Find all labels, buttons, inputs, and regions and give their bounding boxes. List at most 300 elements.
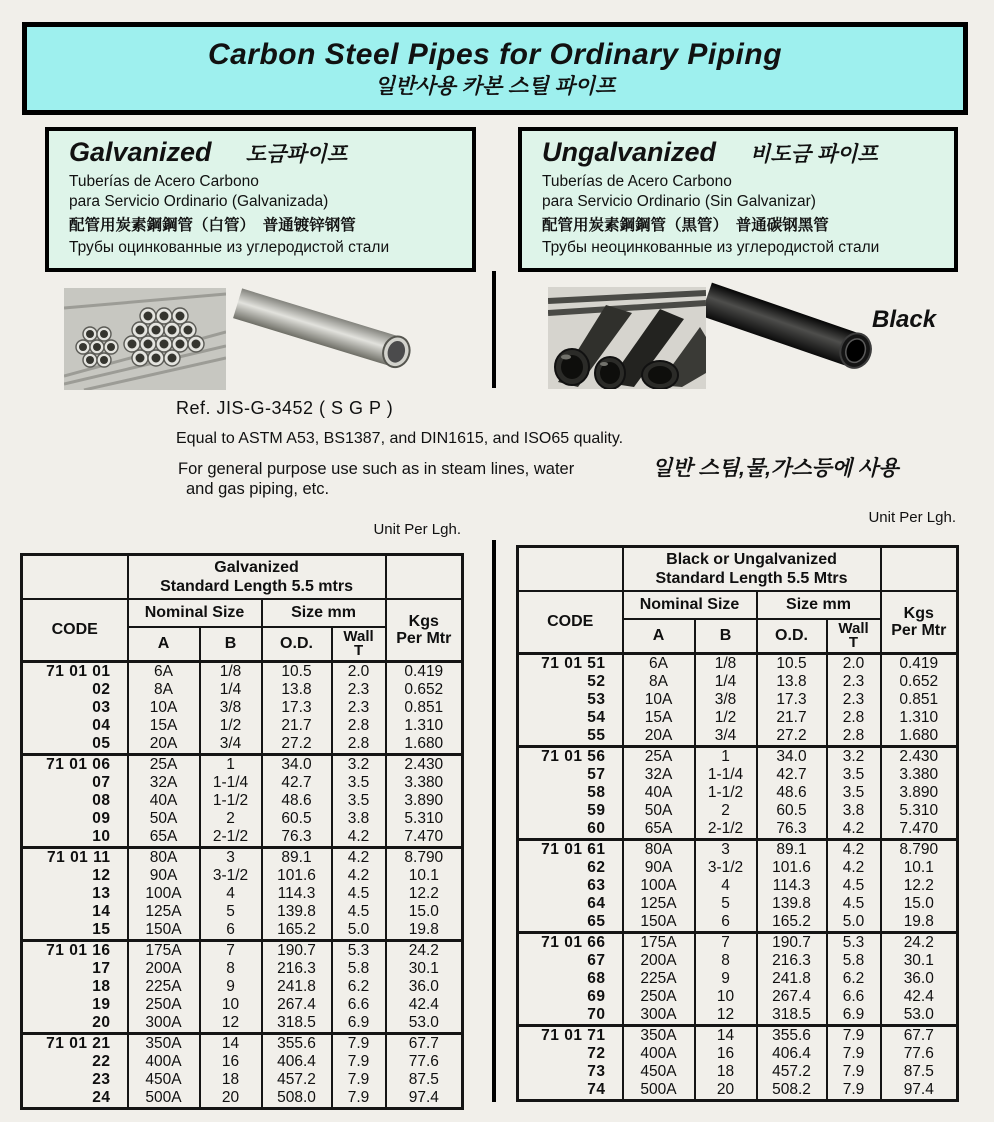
table-row	[22, 1034, 463, 1054]
size-a-cell: 400A	[128, 1053, 200, 1071]
code-cell: 60	[518, 820, 623, 840]
table-row	[22, 903, 463, 921]
wall-line2: T	[353, 642, 364, 659]
table-row	[22, 978, 463, 996]
kgs-per-mtr-cell: 1.310	[881, 709, 958, 727]
size-b-cell: 1	[695, 747, 757, 767]
galvanized-desc-russian: Трубы оцинкованные из углеродистой стали	[69, 239, 390, 256]
code-cell: 07	[22, 774, 128, 792]
size-b-cell: 7	[695, 933, 757, 953]
size-a-cell: 6A	[623, 654, 695, 674]
kgs-per-mtr-header	[881, 591, 958, 654]
od-cell: 241.8	[262, 978, 332, 996]
od-cell: 216.3	[262, 960, 332, 978]
size-b-cell: 9	[695, 970, 757, 988]
kgs-per-mtr-cell: 2.430	[386, 755, 463, 775]
wall-t-cell: 4.5	[332, 885, 386, 903]
size-b-cell: 14	[695, 1026, 757, 1046]
wall-t-cell: 3.2	[332, 755, 386, 775]
size-b-cell: 5	[695, 895, 757, 913]
galvanized-title: Galvanized	[69, 137, 212, 167]
size-b-cell: 1	[200, 755, 262, 775]
size-b-cell: 1-1/4	[695, 766, 757, 784]
pipe-size-group	[22, 941, 463, 1034]
size-b-cell: 1/2	[200, 717, 262, 735]
kgs-per-mtr-cell: 42.4	[881, 988, 958, 1006]
code-cell: 04	[22, 717, 128, 735]
size-a-header: A	[623, 619, 695, 654]
table-header	[518, 547, 958, 654]
kgs-per-mtr-cell: 97.4	[881, 1081, 958, 1101]
table-row	[518, 895, 958, 913]
od-cell: 48.6	[262, 792, 332, 810]
kgs-per-mtr-cell: 30.1	[386, 960, 463, 978]
size-mm-header: Size mm	[757, 591, 881, 619]
wall-t-cell: 4.2	[332, 867, 386, 885]
od-cell: 13.8	[262, 681, 332, 699]
size-a-cell: 125A	[128, 903, 200, 921]
code-cell: 54	[518, 709, 623, 727]
galvanized-title-row	[69, 137, 464, 168]
od-cell: 13.8	[757, 673, 827, 691]
od-cell: 34.0	[262, 755, 332, 775]
code-cell: 72	[518, 1045, 623, 1063]
size-a-cell: 225A	[623, 970, 695, 988]
ungalvanized-spec-table	[516, 545, 959, 1102]
wall-t-cell: 4.2	[827, 820, 881, 840]
code-cell: 69	[518, 988, 623, 1006]
wall-t-cell: 2.3	[827, 673, 881, 691]
table-row	[518, 1081, 958, 1101]
od-cell: 355.6	[757, 1026, 827, 1046]
wall-t-cell: 3.8	[827, 802, 881, 820]
wall-t-cell: 3.5	[827, 784, 881, 802]
kgs-per-mtr-cell: 0.419	[386, 662, 463, 682]
kgs-per-mtr-cell: 53.0	[386, 1014, 463, 1034]
kgs-per-mtr-cell: 0.851	[386, 699, 463, 717]
size-b-cell: 16	[695, 1045, 757, 1063]
code-cell: 62	[518, 859, 623, 877]
od-header: O.D.	[757, 619, 827, 654]
size-b-cell: 3/8	[695, 691, 757, 709]
table-row	[22, 828, 463, 848]
ungalvanized-desc-russian: Трубы неоцинкованные из углеродистой стали	[542, 239, 880, 256]
kgs-per-mtr-cell: 1.310	[386, 717, 463, 735]
table-row	[22, 735, 463, 755]
od-cell: 406.4	[262, 1053, 332, 1071]
size-b-cell: 2	[200, 810, 262, 828]
od-cell: 60.5	[262, 810, 332, 828]
kgs-per-mtr-cell: 53.0	[881, 1006, 958, 1026]
size-a-cell: 200A	[128, 960, 200, 978]
code-cell: 71 01 51	[518, 654, 623, 674]
size-a-cell: 25A	[623, 747, 695, 767]
size-b-cell: 1/8	[200, 662, 262, 682]
wall-t-cell: 7.9	[827, 1081, 881, 1101]
wall-t-cell: 2.0	[827, 654, 881, 674]
table-row	[518, 952, 958, 970]
table-row	[22, 885, 463, 903]
kgs-per-mtr-cell: 0.652	[881, 673, 958, 691]
nominal-size-header: Nominal Size	[623, 591, 757, 619]
wall-t-cell: 4.5	[332, 903, 386, 921]
wall-t-cell: 5.0	[827, 913, 881, 933]
size-b-cell: 1/4	[200, 681, 262, 699]
code-cell: 71 01 11	[22, 848, 128, 868]
od-cell: 34.0	[757, 747, 827, 767]
galvanized-title-korean: 도금파이프	[245, 143, 347, 166]
size-b-cell: 9	[200, 978, 262, 996]
code-cell: 67	[518, 952, 623, 970]
code-cell: 59	[518, 802, 623, 820]
table-row	[518, 766, 958, 784]
size-b-cell: 5	[200, 903, 262, 921]
unit-per-length-label-right: Unit Per Lgh.	[868, 509, 956, 526]
size-b-cell: 8	[200, 960, 262, 978]
code-cell: 05	[22, 735, 128, 755]
kgs-per-mtr-cell: 5.310	[386, 810, 463, 828]
ungalvanized-desc-spanish-2: para Servicio Ordinario (Sin Galvanizar)	[542, 193, 816, 210]
table-row	[518, 1026, 958, 1046]
table-row	[22, 960, 463, 978]
size-b-cell: 3	[200, 848, 262, 868]
kgs-per-mtr-cell: 15.0	[881, 895, 958, 913]
kgs-per-mtr-cell: 8.790	[881, 840, 958, 860]
galvanized-pipes-bundle-photo	[64, 288, 226, 390]
table-row	[22, 848, 463, 868]
size-b-cell: 1/2	[695, 709, 757, 727]
size-b-cell: 6	[200, 921, 262, 941]
table-row	[518, 970, 958, 988]
wall-t-cell: 4.2	[827, 840, 881, 860]
kgs-per-mtr-cell: 19.8	[881, 913, 958, 933]
pipe-size-group	[22, 1034, 463, 1109]
kgs-per-mtr-cell: 12.2	[386, 885, 463, 903]
kgs-per-mtr-cell: 0.652	[386, 681, 463, 699]
od-cell: 101.6	[262, 867, 332, 885]
table-row	[518, 747, 958, 767]
pipe-size-group	[518, 654, 958, 747]
size-b-cell: 10	[200, 996, 262, 1014]
purpose-text-line1: For general purpose use such as in steam lines, water	[178, 460, 575, 478]
page-title-banner	[22, 22, 968, 115]
wall-t-cell: 5.3	[827, 933, 881, 953]
od-cell: 114.3	[757, 877, 827, 895]
code-cell: 52	[518, 673, 623, 691]
table-row	[518, 802, 958, 820]
od-cell: 89.1	[262, 848, 332, 868]
size-b-cell: 2-1/2	[200, 828, 262, 848]
band-line1: Galvanized	[214, 559, 299, 576]
table-row	[518, 1063, 958, 1081]
size-a-cell: 6A	[128, 662, 200, 682]
size-a-cell: 8A	[623, 673, 695, 691]
size-a-cell: 50A	[128, 810, 200, 828]
code-cell: 71 01 16	[22, 941, 128, 961]
od-cell: 139.8	[757, 895, 827, 913]
od-cell: 76.3	[262, 828, 332, 848]
table-row	[22, 996, 463, 1014]
unit-per-length-label-left: Unit Per Lgh.	[373, 521, 461, 538]
wall-t-cell: 6.2	[827, 970, 881, 988]
table-row	[518, 933, 958, 953]
od-cell: 89.1	[757, 840, 827, 860]
size-b-cell: 3-1/2	[200, 867, 262, 885]
size-a-cell: 90A	[128, 867, 200, 885]
kgs-per-mtr-cell: 1.680	[881, 727, 958, 747]
code-cell: 71 01 56	[518, 747, 623, 767]
wall-t-cell: 2.0	[332, 662, 386, 682]
size-a-cell: 80A	[623, 840, 695, 860]
kgs-line2: Per Mtr	[396, 630, 452, 647]
wall-t-cell: 2.3	[827, 691, 881, 709]
code-cell: 64	[518, 895, 623, 913]
size-a-cell: 40A	[128, 792, 200, 810]
code-cell: 53	[518, 691, 623, 709]
size-a-cell: 500A	[623, 1081, 695, 1101]
od-cell: 318.5	[757, 1006, 827, 1026]
pipe-size-group	[518, 1026, 958, 1101]
kgs-per-mtr-cell: 3.380	[386, 774, 463, 792]
band-line2: Standard Length 5.5 Mtrs	[655, 570, 848, 587]
od-cell: 27.2	[757, 727, 827, 747]
kgs-per-mtr-cell: 30.1	[881, 952, 958, 970]
table-band-title	[623, 547, 881, 592]
size-b-cell: 1-1/2	[695, 784, 757, 802]
size-a-cell: 15A	[128, 717, 200, 735]
wall-t-cell: 4.2	[827, 859, 881, 877]
table-row	[22, 810, 463, 828]
code-cell: 71 01 06	[22, 755, 128, 775]
table-row	[22, 774, 463, 792]
code-cell: 18	[22, 978, 128, 996]
table-row	[518, 784, 958, 802]
code-cell: 58	[518, 784, 623, 802]
code-cell: 10	[22, 828, 128, 848]
kgs-per-mtr-cell: 10.1	[881, 859, 958, 877]
od-cell: 508.2	[757, 1081, 827, 1101]
ungalvanized-desc-chinese: 配管用炭素鋼鋼管（黒管） 普通碳钢黑管	[542, 217, 829, 234]
size-b-cell: 3/8	[200, 699, 262, 717]
wall-t-cell: 5.3	[332, 941, 386, 961]
wall-t-cell: 3.5	[827, 766, 881, 784]
size-b-cell: 14	[200, 1034, 262, 1054]
wall-t-cell: 3.2	[827, 747, 881, 767]
wall-line1: Wall	[838, 620, 869, 637]
wall-t-cell: 5.8	[332, 960, 386, 978]
od-cell: 10.5	[262, 662, 332, 682]
size-a-cell: 80A	[128, 848, 200, 868]
table-header	[22, 555, 463, 662]
purpose-text-line2: and gas piping, etc.	[186, 480, 330, 498]
wall-t-cell: 2.8	[332, 735, 386, 755]
table-row	[518, 820, 958, 840]
code-cell: 70	[518, 1006, 623, 1026]
od-cell: 406.4	[757, 1045, 827, 1063]
od-cell: 114.3	[262, 885, 332, 903]
size-b-header: B	[200, 627, 262, 662]
table-row	[518, 654, 958, 674]
ungalvanized-section-box	[518, 127, 958, 272]
size-a-cell: 90A	[623, 859, 695, 877]
size-b-cell: 4	[695, 877, 757, 895]
table-row	[22, 662, 463, 682]
size-b-cell: 16	[200, 1053, 262, 1071]
code-column-header: CODE	[518, 591, 623, 654]
kgs-per-mtr-cell: 19.8	[386, 921, 463, 941]
table-row	[518, 859, 958, 877]
wall-t-cell: 2.8	[827, 709, 881, 727]
code-cell: 17	[22, 960, 128, 978]
kgs-per-mtr-cell: 1.680	[386, 735, 463, 755]
size-a-cell: 350A	[623, 1026, 695, 1046]
wall-t-cell: 7.9	[827, 1063, 881, 1081]
size-a-cell: 10A	[128, 699, 200, 717]
wall-t-cell: 7.9	[827, 1045, 881, 1063]
size-a-cell: 225A	[128, 978, 200, 996]
kgs-per-mtr-cell: 36.0	[881, 970, 958, 988]
table-row	[22, 699, 463, 717]
wall-t-cell: 2.3	[332, 681, 386, 699]
od-cell: 508.0	[262, 1089, 332, 1109]
od-cell: 17.3	[262, 699, 332, 717]
table-row	[22, 681, 463, 699]
table-row	[518, 877, 958, 895]
size-a-header: A	[128, 627, 200, 662]
table-row	[518, 1006, 958, 1026]
wall-t-cell: 3.5	[332, 774, 386, 792]
black-pipe-photo	[706, 282, 891, 392]
table-row	[22, 1089, 463, 1109]
kgs-per-mtr-cell: 67.7	[881, 1026, 958, 1046]
ungalvanized-desc-spanish-1: Tuberías de Acero Carbono	[542, 173, 732, 190]
size-a-cell: 400A	[623, 1045, 695, 1063]
size-a-cell: 100A	[128, 885, 200, 903]
size-b-cell: 1-1/4	[200, 774, 262, 792]
size-b-cell: 3-1/2	[695, 859, 757, 877]
table-row	[518, 673, 958, 691]
size-a-cell: 125A	[623, 895, 695, 913]
kgs-per-mtr-cell: 8.790	[386, 848, 463, 868]
kgs-per-mtr-cell: 67.7	[386, 1034, 463, 1054]
kgs-line1: Kgs	[903, 605, 934, 622]
code-cell: 12	[22, 867, 128, 885]
kgs-per-mtr-cell: 15.0	[386, 903, 463, 921]
size-b-cell: 1/4	[695, 673, 757, 691]
size-b-cell: 18	[695, 1063, 757, 1081]
kgs-per-mtr-cell: 24.2	[881, 933, 958, 953]
table-row	[22, 755, 463, 775]
wall-t-cell: 6.9	[332, 1014, 386, 1034]
od-cell: 355.6	[262, 1034, 332, 1054]
od-cell: 241.8	[757, 970, 827, 988]
kgs-per-mtr-cell: 36.0	[386, 978, 463, 996]
od-cell: 318.5	[262, 1014, 332, 1034]
size-b-cell: 7	[200, 941, 262, 961]
wall-line1: Wall	[343, 628, 374, 645]
od-cell: 267.4	[757, 988, 827, 1006]
size-a-cell: 20A	[128, 735, 200, 755]
code-cell: 74	[518, 1081, 623, 1101]
od-cell: 165.2	[262, 921, 332, 941]
black-pipes-bundle-photo	[548, 287, 706, 389]
black-pipe-caption: Black	[872, 306, 937, 333]
kgs-per-mtr-cell: 87.5	[881, 1063, 958, 1081]
size-a-cell: 250A	[623, 988, 695, 1006]
od-cell: 48.6	[757, 784, 827, 802]
kgs-per-mtr-cell: 0.851	[881, 691, 958, 709]
kgs-per-mtr-cell: 0.419	[881, 654, 958, 674]
kgs-line1: Kgs	[408, 613, 439, 630]
code-cell: 09	[22, 810, 128, 828]
size-b-header: B	[695, 619, 757, 654]
code-cell: 71 01 21	[22, 1034, 128, 1054]
code-column-header: CODE	[22, 599, 128, 662]
size-a-cell: 300A	[623, 1006, 695, 1026]
wall-t-cell: 6.6	[332, 996, 386, 1014]
wall-t-cell: 7.9	[332, 1071, 386, 1089]
size-b-cell: 2	[695, 802, 757, 820]
od-cell: 457.2	[262, 1071, 332, 1089]
size-b-cell: 1/8	[695, 654, 757, 674]
od-cell: 60.5	[757, 802, 827, 820]
wall-t-cell: 2.3	[332, 699, 386, 717]
code-cell: 71 01 71	[518, 1026, 623, 1046]
kgs-per-mtr-cell: 12.2	[881, 877, 958, 895]
table-row	[518, 988, 958, 1006]
pipe-size-group	[518, 840, 958, 933]
size-b-cell: 6	[695, 913, 757, 933]
wall-t-cell: 4.5	[827, 877, 881, 895]
size-mm-header: Size mm	[262, 599, 386, 627]
wall-t-cell: 3.8	[332, 810, 386, 828]
table-band-title	[128, 555, 386, 600]
size-a-cell: 65A	[128, 828, 200, 848]
wall-t-cell: 6.9	[827, 1006, 881, 1026]
code-cell: 24	[22, 1089, 128, 1109]
galvanized-desc-spanish-1: Tuberías de Acero Carbono	[69, 173, 259, 190]
band-line2: Standard Length 5.5 mtrs	[160, 578, 353, 595]
size-a-cell: 500A	[128, 1089, 200, 1109]
header-empty-cell	[518, 547, 623, 592]
code-cell: 65	[518, 913, 623, 933]
wall-t-cell: 7.9	[332, 1089, 386, 1109]
wall-t-cell: 7.9	[332, 1053, 386, 1071]
kgs-per-mtr-cell: 7.470	[386, 828, 463, 848]
usage-korean: 일반 스팀,물,가스등에 사용	[652, 457, 899, 480]
wall-t-header	[332, 627, 386, 662]
pipe-size-group	[518, 747, 958, 840]
code-cell: 22	[22, 1053, 128, 1071]
table-row	[22, 921, 463, 941]
wall-t-cell: 2.8	[827, 727, 881, 747]
kgs-line2: Per Mtr	[891, 622, 947, 639]
section-divider-tables	[492, 540, 496, 1102]
equivalent-standards: Equal to ASTM A53, BS1387, and DIN1615, and ISO65 quality.	[176, 430, 624, 447]
od-cell: 267.4	[262, 996, 332, 1014]
kgs-per-mtr-cell: 3.380	[881, 766, 958, 784]
wall-line2: T	[848, 634, 859, 651]
table-row	[22, 941, 463, 961]
size-a-cell: 32A	[128, 774, 200, 792]
wall-t-cell: 4.5	[827, 895, 881, 913]
kgs-per-mtr-cell: 7.470	[881, 820, 958, 840]
table-row	[22, 792, 463, 810]
code-cell: 71 01 01	[22, 662, 128, 682]
code-cell: 03	[22, 699, 128, 717]
table-row	[518, 727, 958, 747]
header-empty-cell	[881, 547, 958, 592]
